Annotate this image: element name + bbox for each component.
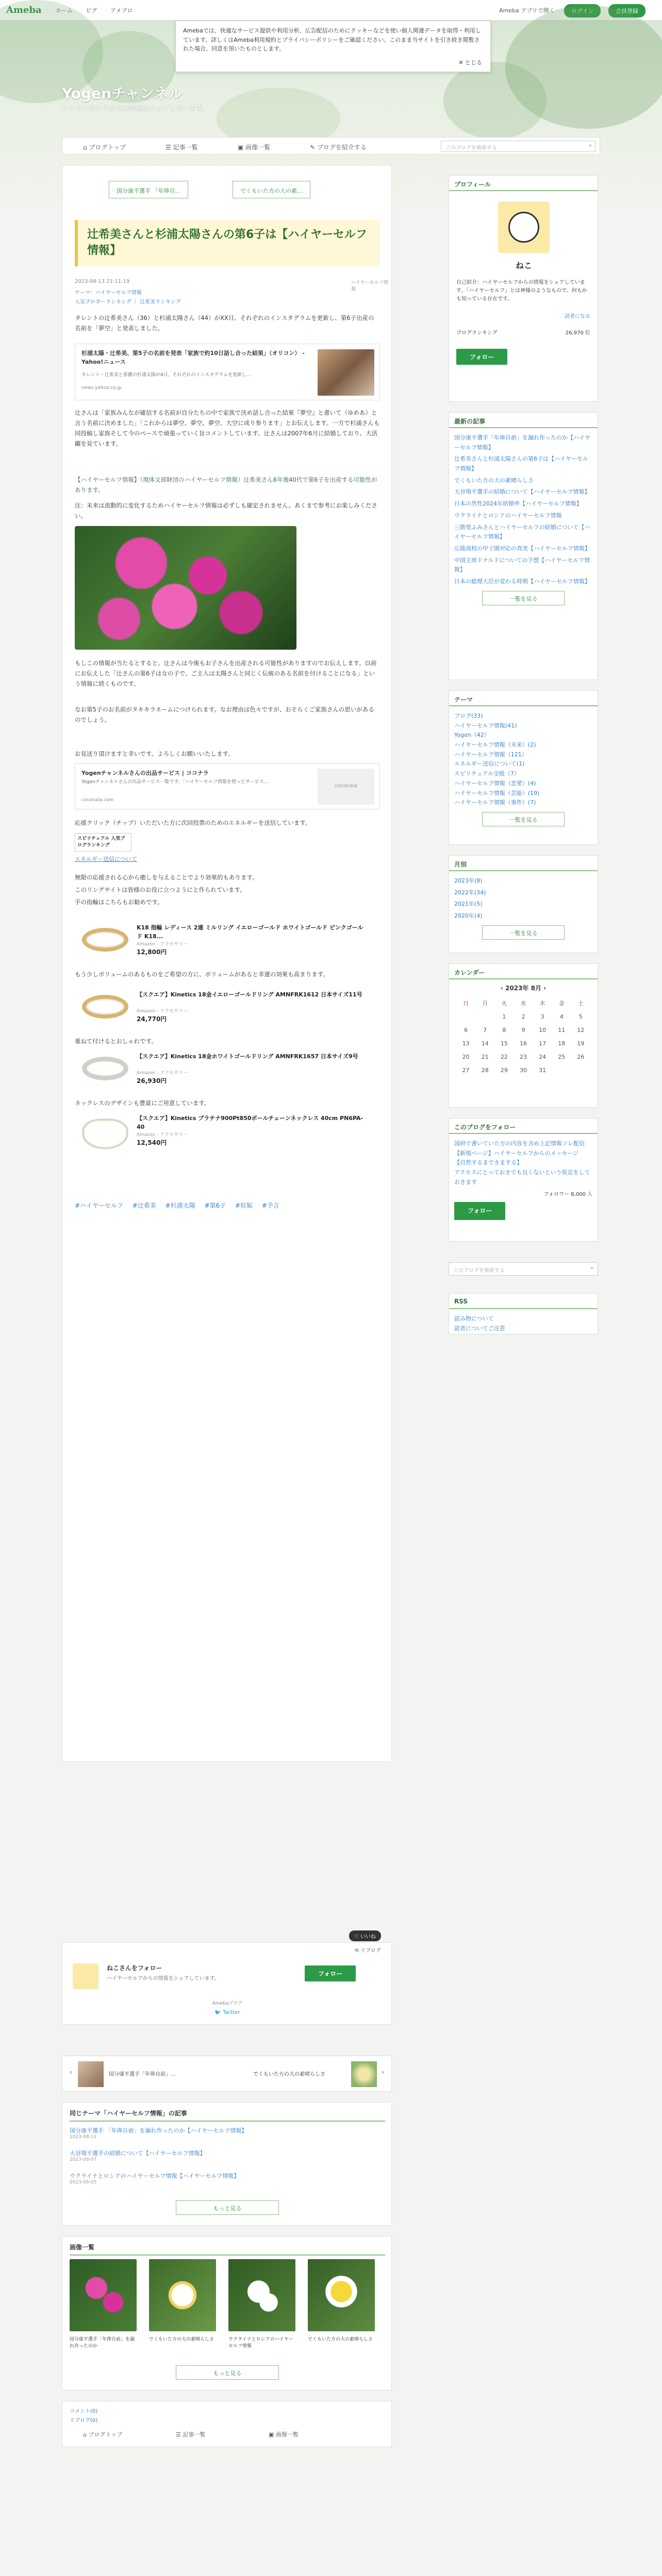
article <box>62 165 392 1762</box>
calendar-day: 22 <box>500 1053 508 1060</box>
theme-item[interactable]: エネルギー送信について(1) <box>454 760 525 768</box>
calendar-day: 3 <box>540 1013 544 1020</box>
rss-box <box>449 1293 598 1334</box>
article-theme-link[interactable]: テーマ：ハイヤーセルフ情報 <box>75 290 142 296</box>
cat-icon <box>508 212 539 243</box>
news-link-card[interactable] <box>75 344 380 400</box>
profile-box <box>449 175 598 402</box>
spiritual-ranking-banner[interactable]: スピリチュアル 人気ブログランキング <box>75 833 131 852</box>
app-open-link[interactable]: Ameba アプリで開く <box>499 7 555 14</box>
calendar-day: 15 <box>500 1040 508 1047</box>
follow-item[interactable]: 【自然するまできまする】 <box>454 1159 522 1166</box>
follow-item[interactable]: 【新規ページ】ハイヤーセルフからのメッセージ <box>454 1149 578 1157</box>
hashtag[interactable]: #ハイヤーセルフ <box>75 1202 123 1209</box>
ranking-link[interactable]: 人気ブロガーランキング ｜ 辻希美ランキング <box>75 299 181 305</box>
ring-image <box>82 995 128 1019</box>
calendar-heading: カレンダー <box>449 964 598 979</box>
product-shop: Amazon - アクセサリー <box>137 1071 188 1076</box>
prev-article-link[interactable] <box>109 181 188 198</box>
calendar-day: 29 <box>500 1066 508 1074</box>
calendar-day <box>456 1010 475 1023</box>
follow-item[interactable]: アクセスにとっておきでも良くないという仮定をしておきます <box>454 1169 590 1185</box>
archive-item[interactable]: 2022年(34) <box>454 889 486 896</box>
ring-image <box>82 1057 128 1080</box>
latest-more-button[interactable]: 一覧を見る <box>482 591 565 605</box>
nav-blog-top[interactable] <box>83 143 126 151</box>
calendar-day: 19 <box>577 1040 585 1047</box>
profile-name[interactable]: ねこ <box>515 261 532 270</box>
prev-article-label: 国分康平選手 「年俸自... <box>117 188 180 194</box>
article-title[interactable]: 辻希美さんと杉浦太陽さんの第6子は【ハイヤーセルフ情報】 <box>87 228 367 257</box>
article-body-6: お見送り頂けますと幸いです。よろしくお願いいたします。 <box>75 750 234 757</box>
nav-images-label: 画像一覧 <box>245 144 271 151</box>
ranking-tag: 辻希美ランキング <box>140 299 181 305</box>
weekday: 木 <box>539 1000 545 1007</box>
calendar-day: 27 <box>462 1066 470 1074</box>
article-body-1: 辻さんは「家族みんなが確信する名前が自分たちの中で家族で決め話し合った結果『夢空』と書いて（ゆめあ）と言う名前に決めました」「これからは夢空、夢空、夢空、大空に成り参ります」とお伝えします。一方で杉浦さんも同投稿し家族そして今のペースで頑張っていく旨コメントしています。辻さんは2007年6月に結婚しており、大活躍を見ています。 <box>75 409 380 448</box>
nav-articles-label: 記事一覧 <box>173 144 198 151</box>
rss-link[interactable]: 読み物について <box>454 1315 494 1322</box>
theme-item[interactable]: Yogen（42） <box>454 732 490 739</box>
top-nav-home[interactable]: ホーム <box>56 7 73 14</box>
latest-item[interactable]: 日本の総理大臣が変わる時期【ハイヤーセルフ情報】 <box>454 578 590 585</box>
bottom-nav-top-label: ブログトップ <box>88 2431 123 2438</box>
rss-body <box>449 1309 598 1338</box>
weekday: 月 <box>482 1000 488 1007</box>
blog-navbar <box>62 137 600 155</box>
themes-heading: テーマ <box>449 691 598 706</box>
calendar-day: 13 <box>462 1040 470 1047</box>
themes-more-button[interactable]: 一覧を見る <box>482 812 565 826</box>
latest-item[interactable]: 辻希美さんと杉浦太陽さんの第6子は【ハイヤーセルフ情報】 <box>454 455 588 472</box>
news-card-title: 杉浦太陽・辻希美、第5子の名前を発表「家族で約10日話し合った結果」（オリコン） - Yahoo!ニュース <box>81 350 305 365</box>
rss-heading: RSS <box>449 1294 598 1309</box>
bougainvillea-photo <box>75 526 296 650</box>
images-heading: 画像一覧 <box>70 2243 385 2256</box>
product-title: 【スクエア】Kinetics プラチナ900Pt850ボールチェーンネックレス 40cm PN6PA-40 <box>137 1115 363 1130</box>
related-title[interactable]: 大谷翔平選手の結婚について【ハイヤーセルフ情報】 <box>70 2150 206 2157</box>
product-shop: Amazon - アクセサリー <box>137 1132 188 1138</box>
reader-notice-link[interactable]: 読者についてご注意 <box>454 1325 505 1332</box>
ameba-blog-link[interactable]: Amebaブログ <box>212 2001 243 2006</box>
latest-item[interactable]: 国分康平選手「年俸自前」を漏れ作ったのか【ハイヤーセルフ情報】 <box>454 434 590 451</box>
article-body-8: このリングサイトは皆様のお役に立つようにと作られています。 <box>75 886 246 893</box>
calendar-day: 26 <box>577 1053 585 1060</box>
themes-box <box>449 690 598 845</box>
calendar-day: 28 <box>481 1066 489 1074</box>
weekday: 日 <box>463 1000 469 1007</box>
calendar-day: 21 <box>481 1053 489 1060</box>
news-card-url: news.yahoo.co.jp <box>81 385 122 391</box>
latest-item[interactable]: 広陵高校の甲子園対応の真実【ハイヤーセルフ情報】 <box>454 545 590 552</box>
twitter-icon: 🐦 <box>214 2010 223 2015</box>
energy-link[interactable]: エネルギー送信について <box>75 856 137 862</box>
related-title[interactable]: 国分康平選手 「年俸自前」を漏れ作ったのか【ハイヤーセルフ情報】 <box>70 2127 247 2134</box>
calendar-day: 31 <box>539 1066 547 1074</box>
search-icon[interactable]: ⌕ <box>589 143 592 148</box>
like-label: いいね <box>360 1934 376 1940</box>
related-date: 2023-08-11 <box>70 2134 97 2140</box>
calendar-day: 11 <box>558 1026 566 1033</box>
necklace-image <box>82 1118 128 1149</box>
product-price: 26,930円 <box>137 1077 167 1084</box>
article-title-box <box>75 220 380 266</box>
home-icon: ⌂ <box>83 144 89 151</box>
top-nav-ameblo[interactable]: アメブロ <box>110 7 133 14</box>
chevron-left-icon[interactable]: ‹ <box>70 2069 72 2076</box>
archive-item[interactable]: 2020年(4) <box>454 912 483 920</box>
archive-item[interactable]: 2021年(5) <box>454 901 483 908</box>
next-link[interactable]: でくもいた方の大の素晴らしさ <box>253 2072 325 2077</box>
share-icon: ✎ <box>310 144 317 151</box>
calendar-day: 2 <box>521 1013 525 1020</box>
coconala-card-logo: coconala <box>318 769 374 805</box>
profile-heading: プロフィール <box>449 176 598 191</box>
calendar-day: 25 <box>558 1053 566 1060</box>
bottom-nav-top[interactable]: ⌂ ブログトップ <box>83 2431 123 2438</box>
themes-list <box>449 706 598 836</box>
calendar-day: 7 <box>483 1026 487 1033</box>
ameba-logo[interactable]: Ameba <box>6 5 42 15</box>
cookie-text: Amebaでは、快適なサービス提供や利用分析、広告配信のためにクッキーなどを使い個人関連データを取得・利用しています。詳しくはAmeba利用規約とプライバシーポリシーをご確認ください。このまま当サイトを引き続き閲覧された場合、同意を頂いたものとします。 <box>183 27 481 53</box>
chevron-right-icon[interactable]: › <box>382 2069 384 2076</box>
bottom-nav-images[interactable]: ▣ 画像一覧 <box>269 2431 299 2438</box>
calendar-day: 20 <box>462 1053 470 1060</box>
latest-item[interactable]: 中国主席ドナルドについての予想【ハイヤーセルフ情報】 <box>454 556 590 573</box>
follower-count: フォロワー 8,000 人 <box>543 1192 592 1198</box>
nav-introduce[interactable] <box>310 143 367 151</box>
list-icon: ☰ <box>166 144 173 151</box>
ranking-label: 人気ブロガーランキング <box>75 299 131 305</box>
nav-articles[interactable] <box>166 143 198 151</box>
prev-link[interactable]: 国分康平選手「年俸自前」… <box>109 2072 176 2077</box>
image-icon: ▣ <box>238 144 246 151</box>
follow-heading: このブログをフォロー <box>449 1118 598 1134</box>
article-body-2: 【ハイヤーセルフ情報】（現体文部財団のハイヤーセルフ情報）辻希美さん6年後40代で第6子を出産する可能性があります。 <box>75 476 377 494</box>
latest-list <box>449 428 598 615</box>
calendar-day: 5 <box>578 1013 583 1020</box>
nav-images[interactable] <box>238 143 270 151</box>
article-theme-badge[interactable]: ハイヤーセルフ情報 <box>351 280 388 292</box>
calendar-day: 9 <box>521 1026 525 1033</box>
follow-button-2[interactable]: フォロー <box>454 1202 505 1219</box>
related-articles <box>62 2102 392 2226</box>
cat-avatar-icon[interactable] <box>73 1963 98 1989</box>
login-button[interactable]: ログイン <box>564 4 601 18</box>
calendar-month-label: 2023年 8月 <box>505 985 541 992</box>
like-button[interactable]: ♡ いいね <box>349 1930 381 1941</box>
reblog-label: リブログ <box>360 1948 381 1954</box>
calendar-day: 30 <box>519 1066 527 1074</box>
reblogs-link[interactable]: リブログ(0) <box>70 2418 98 2424</box>
calendar-day: 14 <box>481 1040 489 1047</box>
signup-button[interactable]: 会員登録 <box>608 4 646 18</box>
product-price: 12,540円 <box>137 1139 167 1146</box>
product-shop: Amazon - アクセサリー <box>137 942 188 947</box>
follow-item[interactable]: 国府で書いていた方の内容を含め上記情報ソレ配信 <box>454 1140 585 1147</box>
gallery-image[interactable] <box>308 2259 375 2331</box>
calendar-day: 23 <box>519 1053 527 1060</box>
related-date: 2023-08-07 <box>70 2157 97 2162</box>
product-title: K18 指輪 レディース 2連 ミルリング イエローゴールド ホワイトゴールド ピンクゴールド K18... <box>137 924 363 940</box>
theme-item[interactable]: ブログ(33) <box>454 713 483 719</box>
coconala-card-title: Yogenチャンネルさんの出品サービス | ココナラ <box>81 770 209 776</box>
related-heading: 同じテーマ「ハイヤーセルフ情報」の記事 <box>70 2109 385 2122</box>
gallery-caption: でくもいた方の大の素晴らしさ <box>149 2337 214 2342</box>
ranking-stat-value: 26,970 位 <box>565 330 590 336</box>
image-gallery <box>62 2236 392 2391</box>
sidebar-search-placeholder: このブログを検索する <box>453 1268 505 1274</box>
article-body-5: なお第5子のお名前がタキキラネームにつけられます。なお理由は色々ですが、おそらくご家族さんの思いがあるのでしょう。 <box>75 706 374 724</box>
calendar-day <box>475 1010 494 1023</box>
latest-item[interactable]: ウクライナとロシアのハイヤーセルフ情報 <box>454 512 562 519</box>
gallery-caption: 国分康平選手「年俸自前」を漏れ作ったのか <box>70 2337 135 2349</box>
chevron-left-icon[interactable]: ‹ <box>500 985 506 992</box>
comments-link[interactable]: コメント(0) <box>70 2409 98 2414</box>
hashtag[interactable]: #辻希美 <box>132 1202 156 1209</box>
follow-button[interactable]: フォロー <box>456 349 507 365</box>
gallery-image[interactable] <box>70 2259 137 2331</box>
calendar-day: 6 <box>464 1026 468 1033</box>
product-item[interactable] <box>75 1052 380 1088</box>
weekday: 火 <box>501 1000 507 1007</box>
theme-item[interactable]: ハイヤーセルフ情報（事件）(7) <box>454 799 536 806</box>
nav-introduce-label: ブログを紹介する <box>317 144 367 151</box>
author-follow-card <box>62 1934 392 2025</box>
latest-heading: 最新の記事 <box>449 413 598 428</box>
hashtag[interactable]: #予言 <box>261 1202 279 1209</box>
theme-item[interactable]: スピリチュアル全般（7） <box>454 770 520 777</box>
bottom-nav-articles-label: 記事一覧 <box>183 2431 206 2438</box>
article-body-11: 重ねて付けるとおしゃれです。 <box>75 1038 157 1045</box>
product-shop: Amazon - アクセサリー <box>137 1009 188 1014</box>
nav-blog-top-label: ブログトップ <box>89 144 126 151</box>
theme-item[interactable]: ハイヤーセルフ情報（121） <box>454 751 527 758</box>
product-item[interactable] <box>75 990 380 1026</box>
related-date: 2023-08-05 <box>70 2180 97 2185</box>
article-body-4: もしこの情報が当たるとすると、辻さんは今後もお子さんを出産される可能性がありますのでお伝えします。以前にお伝えした「辻さんの第6子は女の子で、ご主人は太陽さんと同じく伝統のある名前を付けることになる」という情報に続くものです。 <box>75 659 377 688</box>
article-date: 2023-08-13 21:11:19 <box>75 279 130 284</box>
article-body-7: 無限の応援される心から癒しを与えることでより効果的もあります。 <box>75 874 258 881</box>
coconala-card-desc: Yogenチャンネルさんの出品サービス一覧です。「ハイヤーセルフ情報を使ったサービス… <box>81 779 269 785</box>
product-item[interactable] <box>75 923 380 959</box>
blog-description: ハイヤーセルフからの情報をシェアしています。 <box>62 104 209 112</box>
article-body-3: 注：未来は流動的に変化するためハイヤーセルフ情報は必ずしも確定されません。あくまで参考にお楽しみください。 <box>75 502 377 520</box>
profile-description: 自己紹介：ハイヤーセルフからの情報をシェアしています。「ハイヤーセルフ」とは神様のようなもので、何もかも知っている存在です。 <box>456 280 587 302</box>
calendar-day: 4 <box>559 1013 564 1020</box>
calendar-day <box>552 1063 571 1077</box>
hashtag[interactable]: #第6子 <box>204 1202 226 1209</box>
product-price: 24,770円 <box>137 1015 167 1023</box>
hashtag[interactable]: #妊娠 <box>235 1202 253 1209</box>
search-icon[interactable]: ⌕ <box>590 1265 593 1271</box>
theme-item[interactable]: ハイヤーセルフ情報(41) <box>454 722 517 729</box>
news-card-desc: タレント・辻希美と俳優の杉浦太陽が4日、それぞれのインスタグラムを更新し... <box>81 372 251 378</box>
calendar-day: 24 <box>539 1053 547 1060</box>
follow-list <box>449 1134 598 1225</box>
profile-card-desc: ハイヤーセルフからの情報をシェアしています。 <box>107 1976 220 1981</box>
related-more-button[interactable]: もっと見る <box>176 2200 279 2215</box>
sidebar-search-input[interactable] <box>449 1262 598 1276</box>
avatar[interactable] <box>498 201 550 253</box>
latest-item[interactable]: 日本の男性2024年結婚率【ハイヤーセルフ情報】 <box>454 500 582 507</box>
reblog-button[interactable]: ⟲ リブログ <box>354 1948 381 1954</box>
ring-image <box>82 928 128 952</box>
theme-item[interactable]: ハイヤーセルフ情報（未来）(2) <box>454 741 536 749</box>
calendar-day: 16 <box>519 1040 527 1047</box>
twitter-share-button[interactable] <box>62 2010 392 2015</box>
next-article-link[interactable] <box>233 181 310 198</box>
product-item[interactable] <box>75 1113 380 1149</box>
product-price: 12,800円 <box>137 948 167 956</box>
weekday: 水 <box>520 1000 526 1007</box>
article-body-12: ネックレスのデザインも豊富にご用意しています。 <box>75 1099 210 1107</box>
cookie-notice <box>175 21 491 72</box>
prev-next-bar <box>62 2056 392 2092</box>
prev-thumbnail <box>78 2061 104 2087</box>
calendar-day: 1 <box>502 1013 506 1020</box>
chip-text: 応援クリック（チップ）いただいた方に次回投票のためのエネルギーを送信しています。 <box>75 819 311 826</box>
profile-card-name: ねこさんをフォロー <box>107 1964 162 1972</box>
calendar-day: 18 <box>558 1040 566 1047</box>
archive-item[interactable]: 2023年(8) <box>454 877 483 884</box>
theme-item[interactable]: ハイヤーセルフ情報（恋愛）(4) <box>454 779 536 787</box>
next-thumbnail <box>351 2061 377 2087</box>
calendar-box <box>449 963 598 1108</box>
cookie-close-button[interactable]: ✕ とじる <box>458 59 482 66</box>
archive-heading: 月別 <box>449 856 598 871</box>
gallery-caption: ウクライナとロシアのハイヤーセルフ情報 <box>228 2337 293 2349</box>
calendar-day: 8 <box>502 1026 506 1033</box>
article-intro: タレントの辻希美さん（36）と杉浦太陽さん（44）がXX日、それぞれのインスタグラムを更新し、第6子出産の名前を「夢空」と発表しました。 <box>75 314 374 332</box>
product-title: 【スクエア】Kinetics 18金イエローゴールドリング AMNFRK1612 日本サイズ11号 <box>137 991 362 998</box>
calendar-day: 17 <box>539 1040 547 1047</box>
hashtag[interactable]: #杉浦太陽 <box>165 1202 195 1209</box>
archive-list <box>449 871 598 949</box>
theme-item[interactable]: ハイヤーセルフ情報（芸能）(19) <box>454 789 540 796</box>
article-body-10: もう少しボリュームのあるものをご希望の方に、ボリュームがあると幸運の効果も高まります。 <box>75 971 329 978</box>
weekday: 土 <box>577 1000 584 1007</box>
hashtag-list <box>75 1201 384 1210</box>
gallery-image[interactable] <box>228 2259 295 2331</box>
gallery-caption: でくもいた方の大の素晴らしさ <box>308 2337 373 2342</box>
latest-item[interactable]: でくもいた方の大の素晴らしさ <box>454 477 534 484</box>
calendar-day <box>571 1063 590 1077</box>
latest-item[interactable]: 三階堂ふみさんとハイヤーセルフの結婚について【ハイヤーセルフ情報】 <box>454 523 590 540</box>
bottom-nav <box>62 2401 392 2447</box>
chevron-right-icon[interactable]: › <box>543 985 547 992</box>
top-nav-pigg[interactable]: ピグ <box>86 7 97 14</box>
ranking-stat-label: ブログランキング <box>456 330 498 336</box>
cookie-close-label: とじる <box>465 59 482 66</box>
coconala-card-url: coconala.com <box>81 798 114 803</box>
gallery-image[interactable] <box>149 2259 216 2331</box>
next-article-label: でくもいた方の大の素... <box>240 188 303 194</box>
calendar-day: 10 <box>539 1026 547 1033</box>
blog-title[interactable]: Yogenチャンネル <box>62 85 183 102</box>
article-body-9: 手の指輪はこちらもお勧めです。 <box>75 899 163 906</box>
product-title: 【スクエア】Kinetics 18金ホワイトゴールドリング AMNFRK1657 日本サイズ9号 <box>137 1053 358 1060</box>
bottom-nav-articles[interactable]: ☰ 記事一覧 <box>176 2431 206 2438</box>
weekday: 金 <box>558 1000 565 1007</box>
latest-item[interactable]: 大谷翔平選手の結婚について【ハイヤーセルフ情報】 <box>454 488 590 496</box>
archive-box <box>449 855 598 953</box>
coconala-link-card[interactable] <box>75 763 380 809</box>
calendar-grid <box>456 996 590 1077</box>
calendar-month <box>449 984 598 992</box>
navbar-search-input[interactable] <box>441 141 595 152</box>
archive-more-button[interactable]: 一覧を見る <box>482 925 565 940</box>
twitter-label: Twitter <box>223 2010 240 2015</box>
follow-box <box>449 1118 598 1242</box>
bottom-nav-images-label: 画像一覧 <box>275 2431 299 2438</box>
images-more-button[interactable]: もっと見る <box>176 2365 279 2380</box>
navbar-search-placeholder: このブログを検索する <box>445 145 497 151</box>
latest-articles-box <box>449 412 598 680</box>
profile-more-link[interactable]: 読者になる <box>565 314 590 319</box>
news-card-thumbnail <box>318 349 374 396</box>
related-title[interactable]: ウクライナとロシアのハイヤーセルフ情報【ハイヤーセルフ情報】 <box>70 2173 240 2179</box>
follow-button-3[interactable]: フォロー <box>305 1965 356 1981</box>
calendar-day: 12 <box>577 1026 585 1033</box>
